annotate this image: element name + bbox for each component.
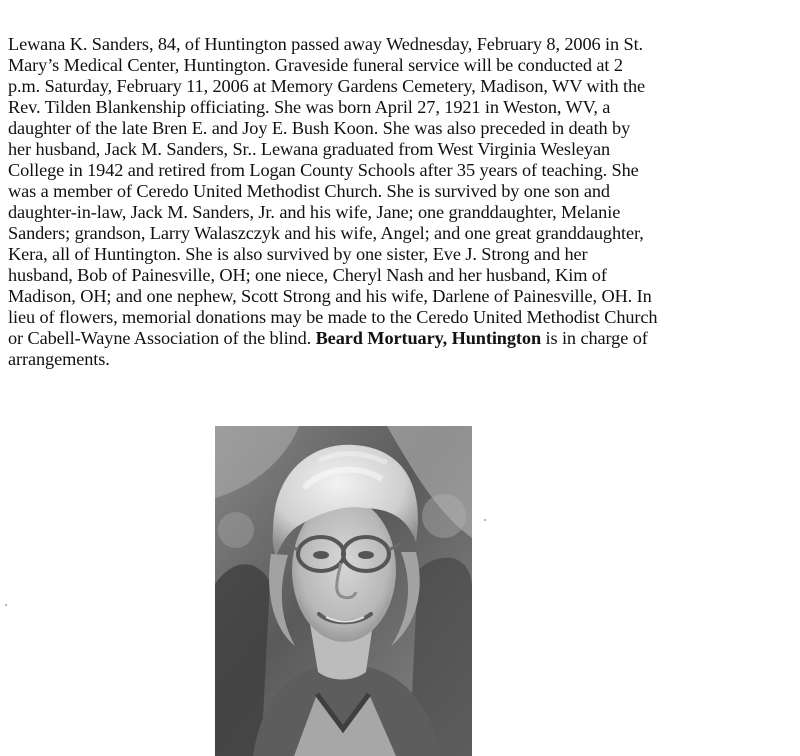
obituary-line-11: Kera, all of Huntington. She is also survived by one sister, Eve J. Strong and her (8, 244, 588, 264)
portrait-photo-icon (215, 426, 472, 756)
obituary-line-8: was a member of Ceredo United Methodist Church. She is survived by one son and (8, 181, 610, 201)
obituary-line-5: daughter of the late Bren E. and Joy E. Bush Koon. She was also preceded in death by (8, 118, 631, 138)
obituary-line-15 (8, 328, 800, 349)
obituary-line-16: arrangements. (8, 349, 110, 369)
obituary-line-7: College in 1942 and retired from Logan County Schools after 35 years of teaching. She (8, 160, 639, 180)
obituary-line-2: Mary’s Medical Center, Huntington. Graveside funeral service will be conducted at 2 (8, 55, 623, 75)
scan-speck (5, 604, 7, 606)
obituary-line-15-end: is in charge of (541, 328, 648, 348)
obituary-line-4: Rev. Tilden Blankenship officiating. She was born April 27, 1921 in Weston, WV, a (8, 97, 611, 117)
obituary-line-13: Madison, OH; and one nephew, Scott Strong and his wife, Darlene of Painesville, OH. In (8, 286, 652, 306)
obituary-line-14: lieu of flowers, memorial donations may be made to the Ceredo United Methodist Church (8, 307, 658, 327)
obituary-line-1: Lewana K. Sanders, 84, of Huntington passed away Wednesday, February 8, 2006 in St. (8, 34, 644, 54)
funeral-home-name: Beard Mortuary, Huntington (315, 328, 542, 348)
obituary-line-3: p.m. Saturday, February 11, 2006 at Memory Gardens Cemetery, Madison, WV with the (8, 76, 646, 96)
scan-speck (484, 519, 486, 521)
obituary-line-9: daughter-in-law, Jack M. Sanders, Jr. and his wife, Jane; one granddaughter, Melanie (8, 202, 621, 222)
obituary-text (8, 34, 800, 370)
obituary-line-12: husband, Bob of Painesville, OH; one niece, Cheryl Nash and her husband, Kim of (8, 265, 607, 285)
portrait-photo (215, 426, 472, 756)
obituary-line-6: her husband, Jack M. Sanders, Sr.. Lewana graduated from West Virginia Wesleyan (8, 139, 611, 159)
obituary-line-15-start: or Cabell-Wayne Association of the blind. (8, 328, 316, 348)
obituary-line-10: Sanders; grandson, Larry Walaszczyk and his wife, Angel; and one great granddaughter, (8, 223, 644, 243)
